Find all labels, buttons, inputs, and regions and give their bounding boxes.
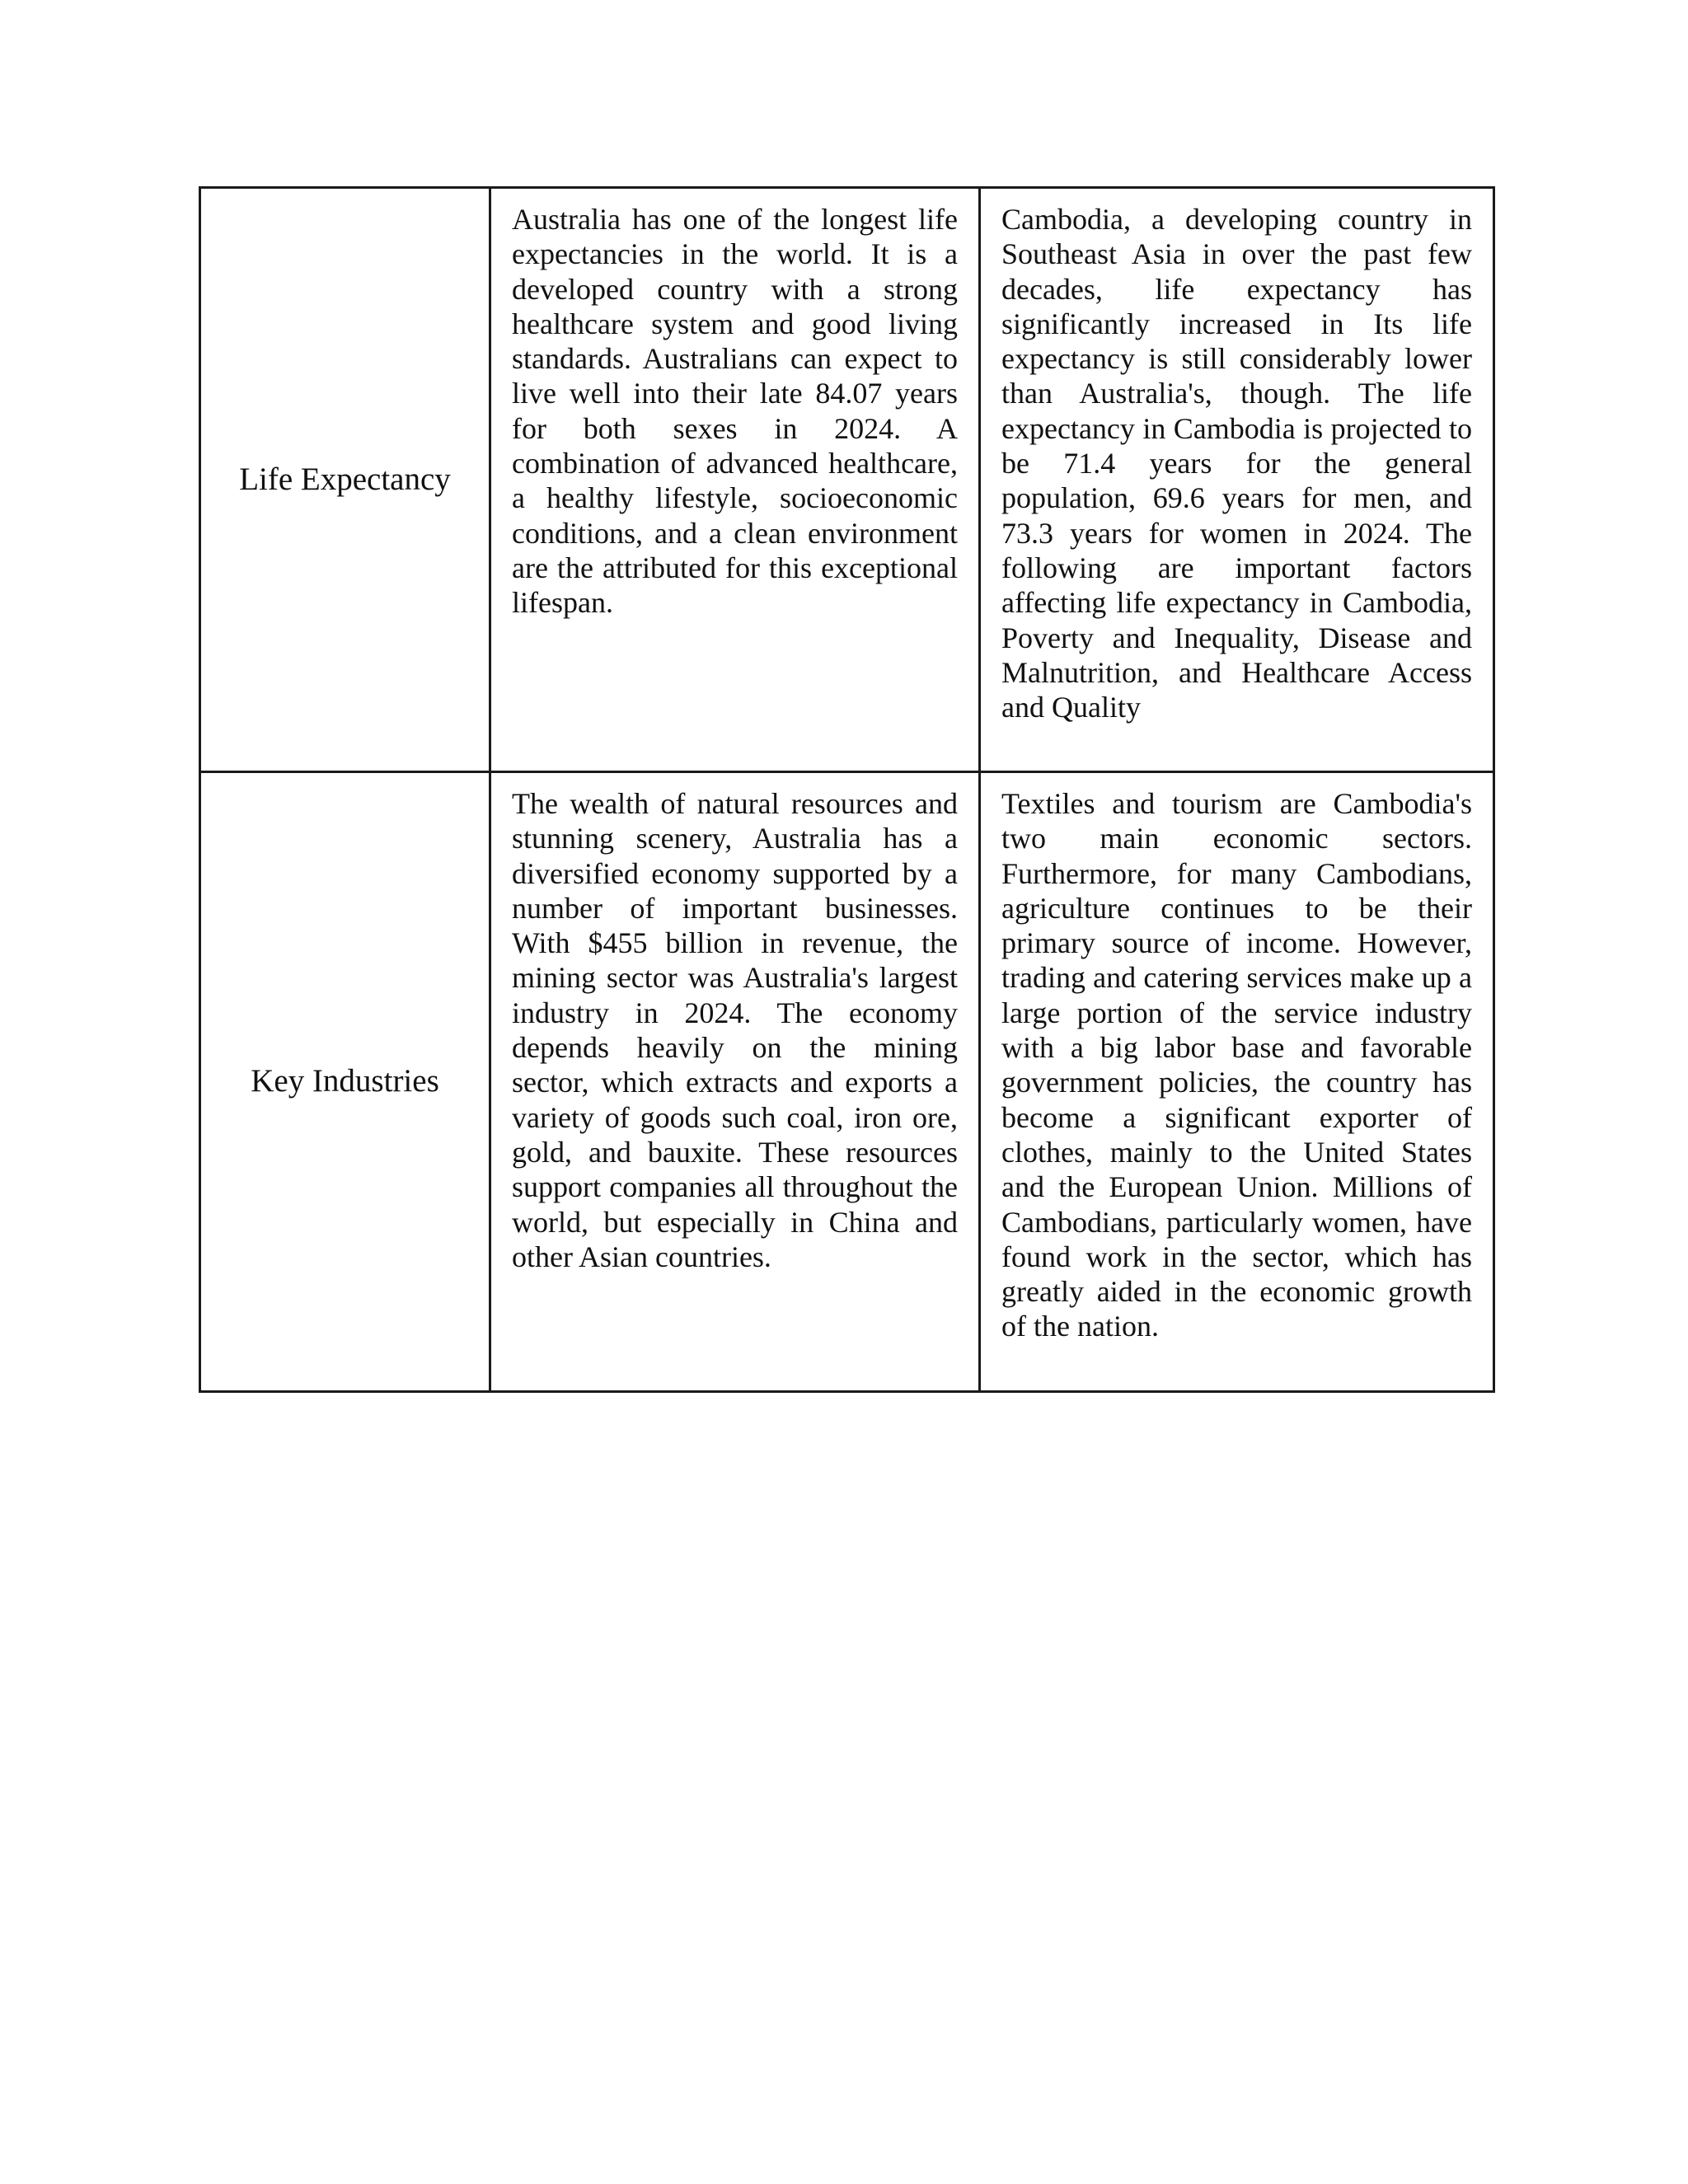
- cell-australia-life-expectancy: Australia has one of the longest life expectancies in the world. It is a developed country with a strong healthcare system and good living standards. Australians can expect to live well into their late 84.07 years for both sexes in 2024. A combination of advanced healthcare, a healthy lifestyle, socioeconomic conditions, and a clean environment are the attributed for this exceptional lifespan.: [490, 188, 980, 772]
- cell-australia-key-industries: The wealth of natural resources and stunning scenery, Australia has a diversified economy supported by a number of important businesses. With $455 billion in revenue, the mining sector was Australia's largest industry in 2024. The economy depends heavily on the mining sector, which extracts and exports a variety of goods such coal, iron ore, gold, and bauxite. These resources support companies all throughout the world, but especially in China and other Asian countries.: [490, 772, 980, 1392]
- comparison-table: [199, 186, 1495, 1393]
- row-label-life-expectancy: Life Expectancy: [200, 188, 490, 772]
- table-row-life-expectancy: [200, 188, 1494, 772]
- table-row-key-industries: [200, 772, 1494, 1392]
- row-label-key-industries: Key Industries: [200, 772, 490, 1392]
- cell-cambodia-key-industries: Textiles and tourism are Cambodia's two main economic sectors. Furthermore, for many Cambodians, agriculture continues to be their primary source of income. However, trading and catering services make up a large portion of the service industry with a big labor base and favorable government policies, the country has become a significant exporter of clothes, mainly to the United States and the European Union. Millions of Cambodians, particularly women, have found work in the sector, which has greatly aided in the economic growth of the nation.: [980, 772, 1494, 1392]
- cell-cambodia-life-expectancy: Cambodia, a developing country in Southeast Asia in over the past few decades, life expectancy has significantly increased in Its life expectancy is still considerably lower than Australia's, though. The life expectancy in Cambodia is projected to be 71.4 years for the general population, 69.6 years for men, and 73.3 years for women in 2024. The following are important factors affecting life expectancy in Cambodia, Poverty and Inequality, Disease and Malnutrition, and Healthcare Access and Quality: [980, 188, 1494, 772]
